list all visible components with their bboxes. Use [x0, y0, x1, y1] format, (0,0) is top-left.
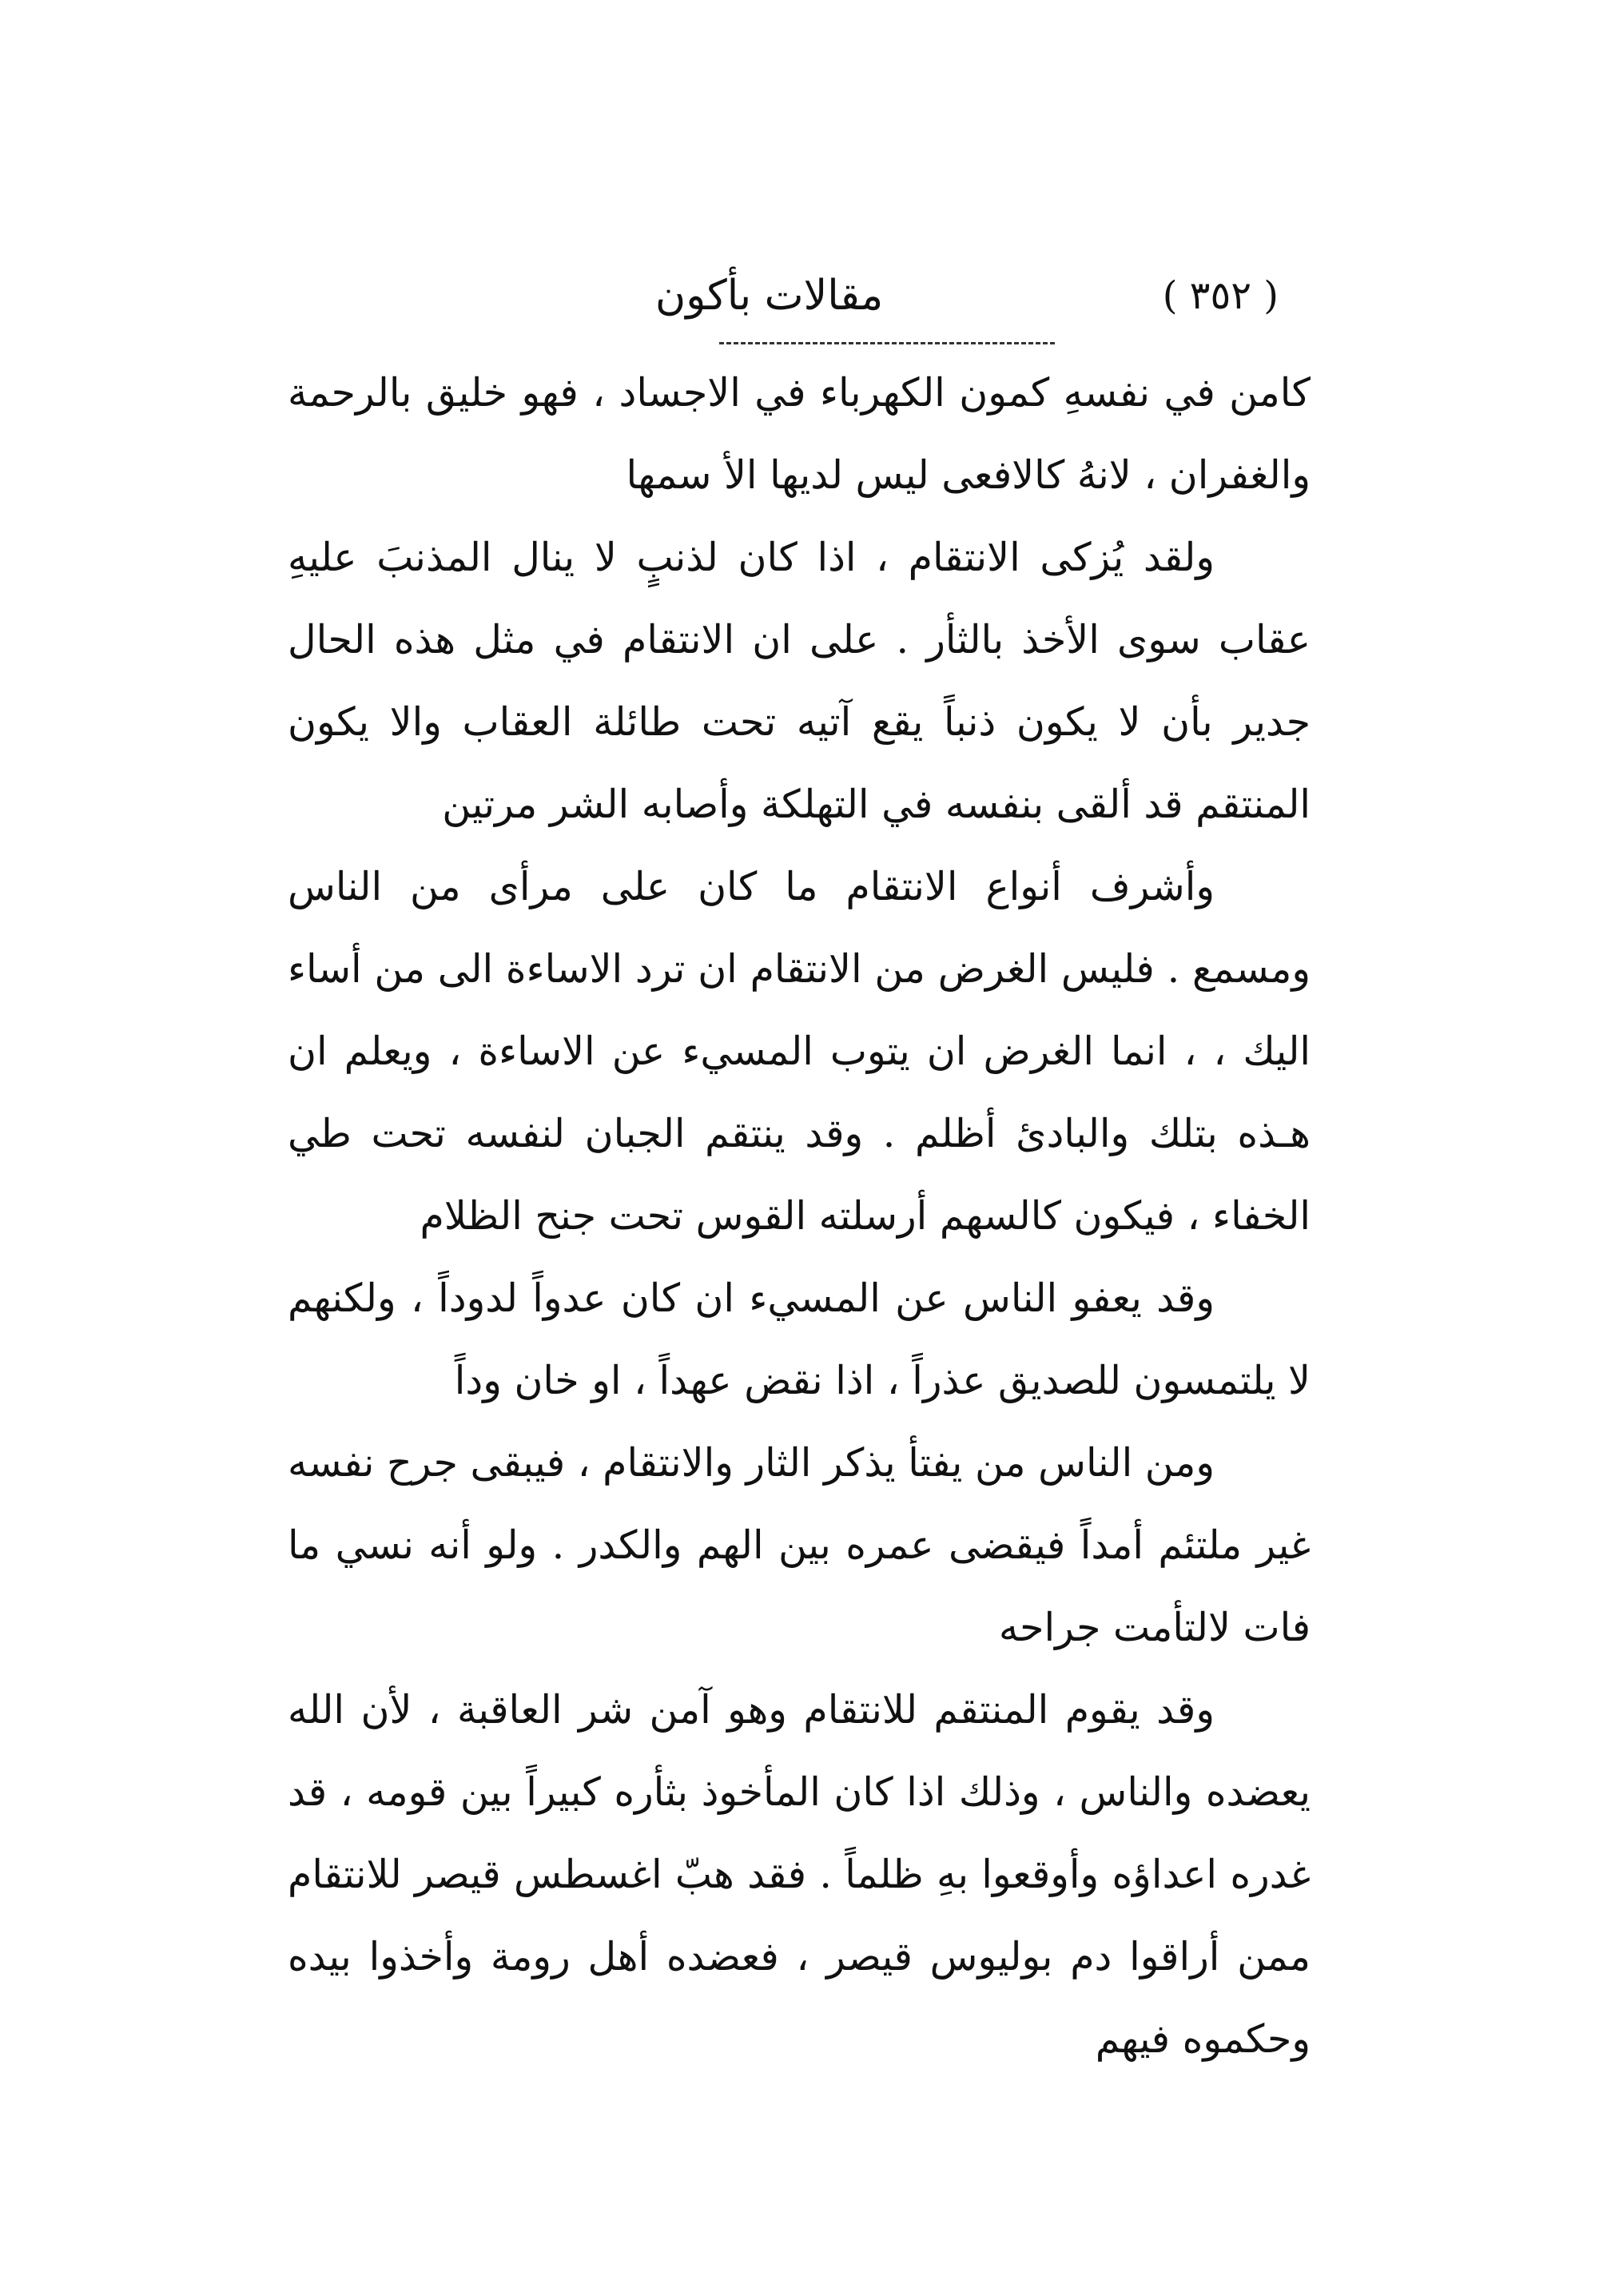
paragraph-2: ولقد يُزكى الانتقام ، اذا كان لذنبٍ لا ينال المذنبَ عليهِ عقاب سوى الأخذ بالثأر . على ان الانتقام في مثل هذه الحال جدير بأن لا يكون ذنباً يقع آتيه تحت طائلة العقاب والا يكون المنتقم قد ألقى بنفسه في التهلكة وأصابه الشر مرتين: [288, 535, 1311, 827]
page-number: ( ٣٥٢ ): [1162, 273, 1279, 318]
body-text: [288, 352, 1311, 2080]
paragraph-1: كامن في نفسهِ كمون الكهرباء في الاجساد ، فهو خليق بالرحمة والغفران ، لانهُ كالافعى ليس لديها الأ سمها: [288, 370, 1311, 498]
paragraph-3: وأشرف أنواع الانتقام ما كان على مرأى من الناس ومسمع . فليس الغرض من الانتقام ان ترد الاساءة الى من أساء اليك ، ، انما الغرض ان يتوب المسيء عن الاساءة ، ويعلم ان هـذه بتلك والبادئ أظلم . وقد ينتقم الجبان لنفسه تحت طي الخفاء ، فيكون كالسهم أرسلته القوس تحت جنح الظلام: [288, 864, 1311, 1239]
paragraph-6: وقد يقوم المنتقم للانتقام وهو آمن شر العاقبة ، لأن الله يعضده والناس ، وذلك اذا كان المأخوذ بثأره كبيراً بين قومه ، قد غدره اعداؤه وأوقعوا بهِ ظلماً . فقد هبّ اغسطس قيصر للانتقام ممن أراقوا دم بوليوس قيصر ، فعضده أهل رومة وأخذوا بيده وحكموه فيهم: [288, 1687, 1311, 2062]
header-rule: [719, 342, 1055, 344]
book-title: مقالات بأكون: [655, 272, 884, 320]
running-head: [288, 260, 1311, 332]
paragraph-5: ومن الناس من يفتأ يذكر الثار والانتقام ، فيبقى جرح نفسه غير ملتئم أمداً فيقضى عمره بين الهم والكدر . ولو أنه نسي ما فات لالتأمت جراحه: [288, 1440, 1311, 1650]
paragraph-4: وقد يعفو الناس عن المسيء ان كان عدواً لدوداً ، ولكنهم لا يلتمسون للصديق عذراً ، اذا نقض عهداً ، او خان وداً: [288, 1275, 1311, 1403]
